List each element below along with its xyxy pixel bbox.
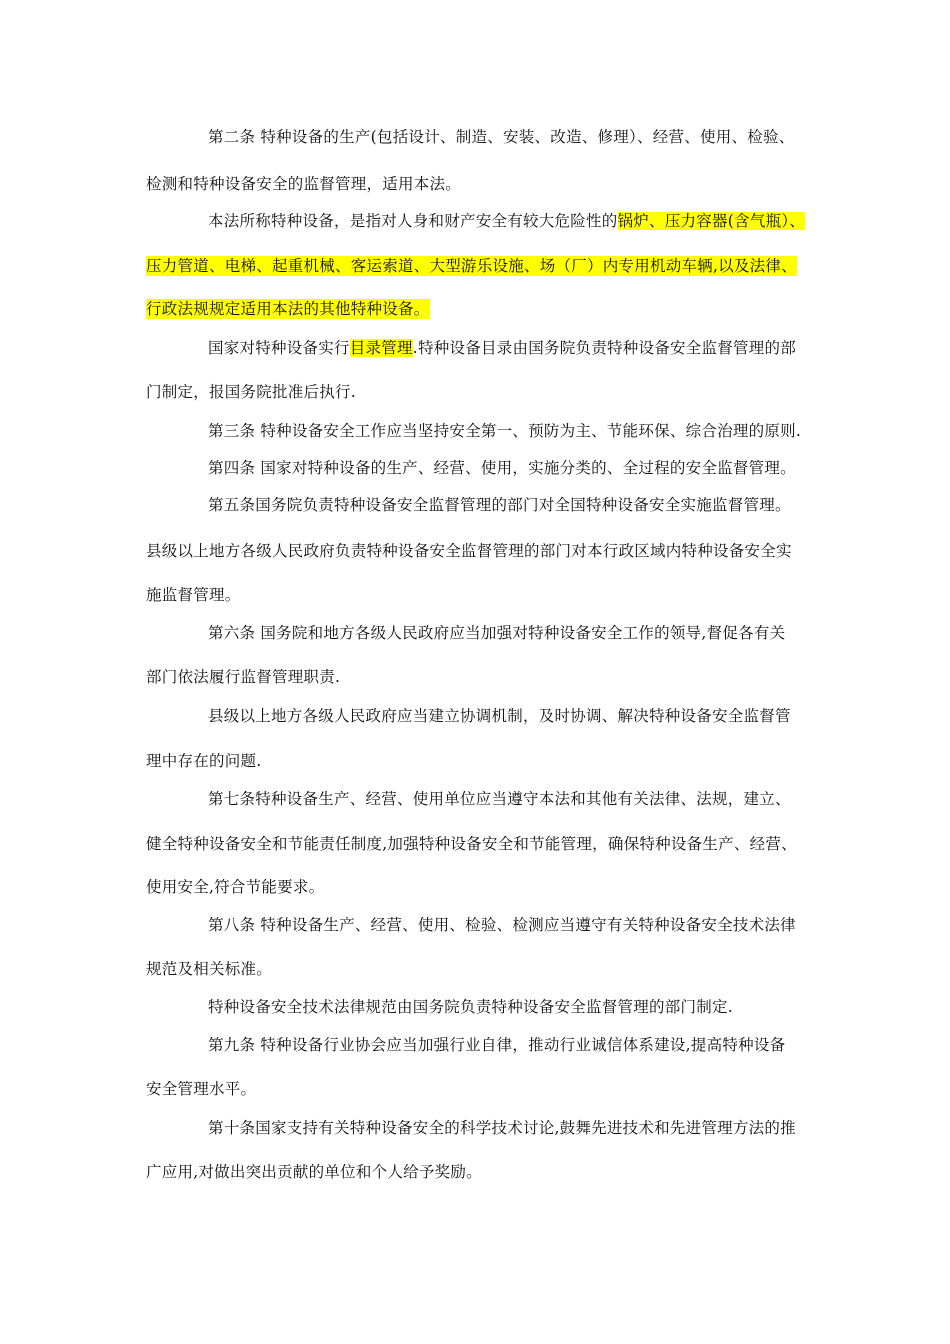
text-run: 第七条特种设备生产、经营、使用单位应当遵守本法和其他有关法律、法规，建立、 (208, 790, 791, 808)
article-5-line-1 (208, 495, 791, 515)
highlighted-text: 锅炉、压力容器(含气瓶）、 (617, 212, 806, 230)
article-8-line-1 (208, 915, 796, 935)
text-run: 广应用,对做出突出贡献的单位和个人给予奖励。 (146, 1163, 482, 1181)
article-5-line-2 (146, 541, 792, 561)
technical-norms-line (208, 997, 733, 1017)
article-8-line-2 (146, 959, 272, 979)
article-9-line-1 (208, 1035, 785, 1055)
article-7-line-2 (146, 834, 797, 854)
article-4-line (208, 458, 796, 478)
article-9-line-2 (146, 1079, 256, 1099)
text-run: 施监督管理。 (146, 586, 241, 604)
text-run: 第八条 特种设备生产、经营、使用、检验、检测应当遵守有关特种设备安全技术法律 (208, 916, 796, 934)
text-run: 本法所称特种设备，是指对人身和财产安全有较大危险性的 (208, 212, 618, 230)
text-run: 检测和特种设备安全的监督管理，适用本法。 (146, 175, 462, 193)
catalog-line-2 (146, 382, 356, 402)
text-run: 县级以上地方各级人民政府应当建立协调机制，及时协调、解决特种设备安全监督管 (208, 707, 791, 725)
article-7-line-3 (146, 877, 324, 897)
article-6-line-1 (208, 623, 785, 643)
text-run: 门制定，报国务院批准后执行. (146, 383, 356, 401)
highlighted-text: 目录管理 (349, 339, 413, 357)
article-2-line-1 (208, 127, 794, 147)
text-run: 第五条国务院负责特种设备安全监督管理的部门对全国特种设备安全实施监督管理。 (208, 496, 791, 514)
article-10-line-2 (146, 1162, 482, 1182)
text-run: 规范及相关标准。 (146, 960, 273, 978)
text-run: 使用安全,符合节能要求。 (146, 878, 325, 896)
definition-line-2-highlighted (146, 256, 797, 276)
definition-line-1 (208, 211, 805, 231)
article-6-line-2 (146, 667, 340, 687)
article-2-line-2 (146, 174, 461, 194)
text-run: 第四条 国家对特种设备的生产、经营、使用，实施分类的、全过程的安全监督管理。 (208, 459, 796, 477)
text-run: 部门依法履行监督管理职责. (146, 668, 341, 686)
text-run: 理中存在的问题. (146, 752, 262, 770)
article-10-line-1 (208, 1118, 796, 1138)
article-7-line-1 (208, 789, 791, 809)
highlighted-text: 行政法规规定适用本法的其他特种设备。 (146, 300, 430, 318)
article-5-line-3 (146, 585, 241, 605)
text-run: 第九条 特种设备行业协会应当加强行业自律，推动行业诚信体系建设,提高特种设备 (208, 1036, 786, 1054)
coordination-line-1 (208, 706, 791, 726)
text-run: 第三条 特种设备安全工作应当坚持安全第一、预防为主、节能环保、综合治理的原则. (208, 422, 802, 440)
text-run: 国家对特种设备实行 (208, 339, 350, 357)
definition-line-3-highlighted (146, 299, 430, 319)
text-run: 第二条 特种设备的生产(包括设计、制造、安装、改造、修理）、经营、使用、检验、 (208, 128, 795, 146)
text-run: .特种设备目录由国务院负责特种设备安全监督管理的部 (412, 339, 796, 357)
text-run: 特种设备安全技术法律规范由国务院负责特种设备安全监督管理的部门制定. (208, 998, 733, 1016)
text-run: 健全特种设备安全和节能责任制度,加强特种设备安全和节能管理，确保特种设备生产、经营、 (146, 835, 797, 853)
text-run: 第十条国家支持有关特种设备安全的科学技术讨论,鼓舞先进技术和先进管理方法的推 (208, 1119, 796, 1137)
text-run: 县级以上地方各级人民政府负责特种设备安全监督管理的部门对本行政区域内特种设备安全实 (146, 542, 792, 560)
highlighted-text: 压力管道、电梯、起重机械、客运索道、大型游乐设施、场（厂）内专用机动车辆,以及法律、 (146, 257, 797, 275)
article-3-line (208, 421, 801, 441)
coordination-line-2 (146, 751, 261, 771)
text-run: 第六条 国务院和地方各级人民政府应当加强对特种设备安全工作的领导,督促各有关 (208, 624, 786, 642)
text-run: 安全管理水平。 (146, 1080, 257, 1098)
catalog-line-1 (208, 338, 796, 358)
